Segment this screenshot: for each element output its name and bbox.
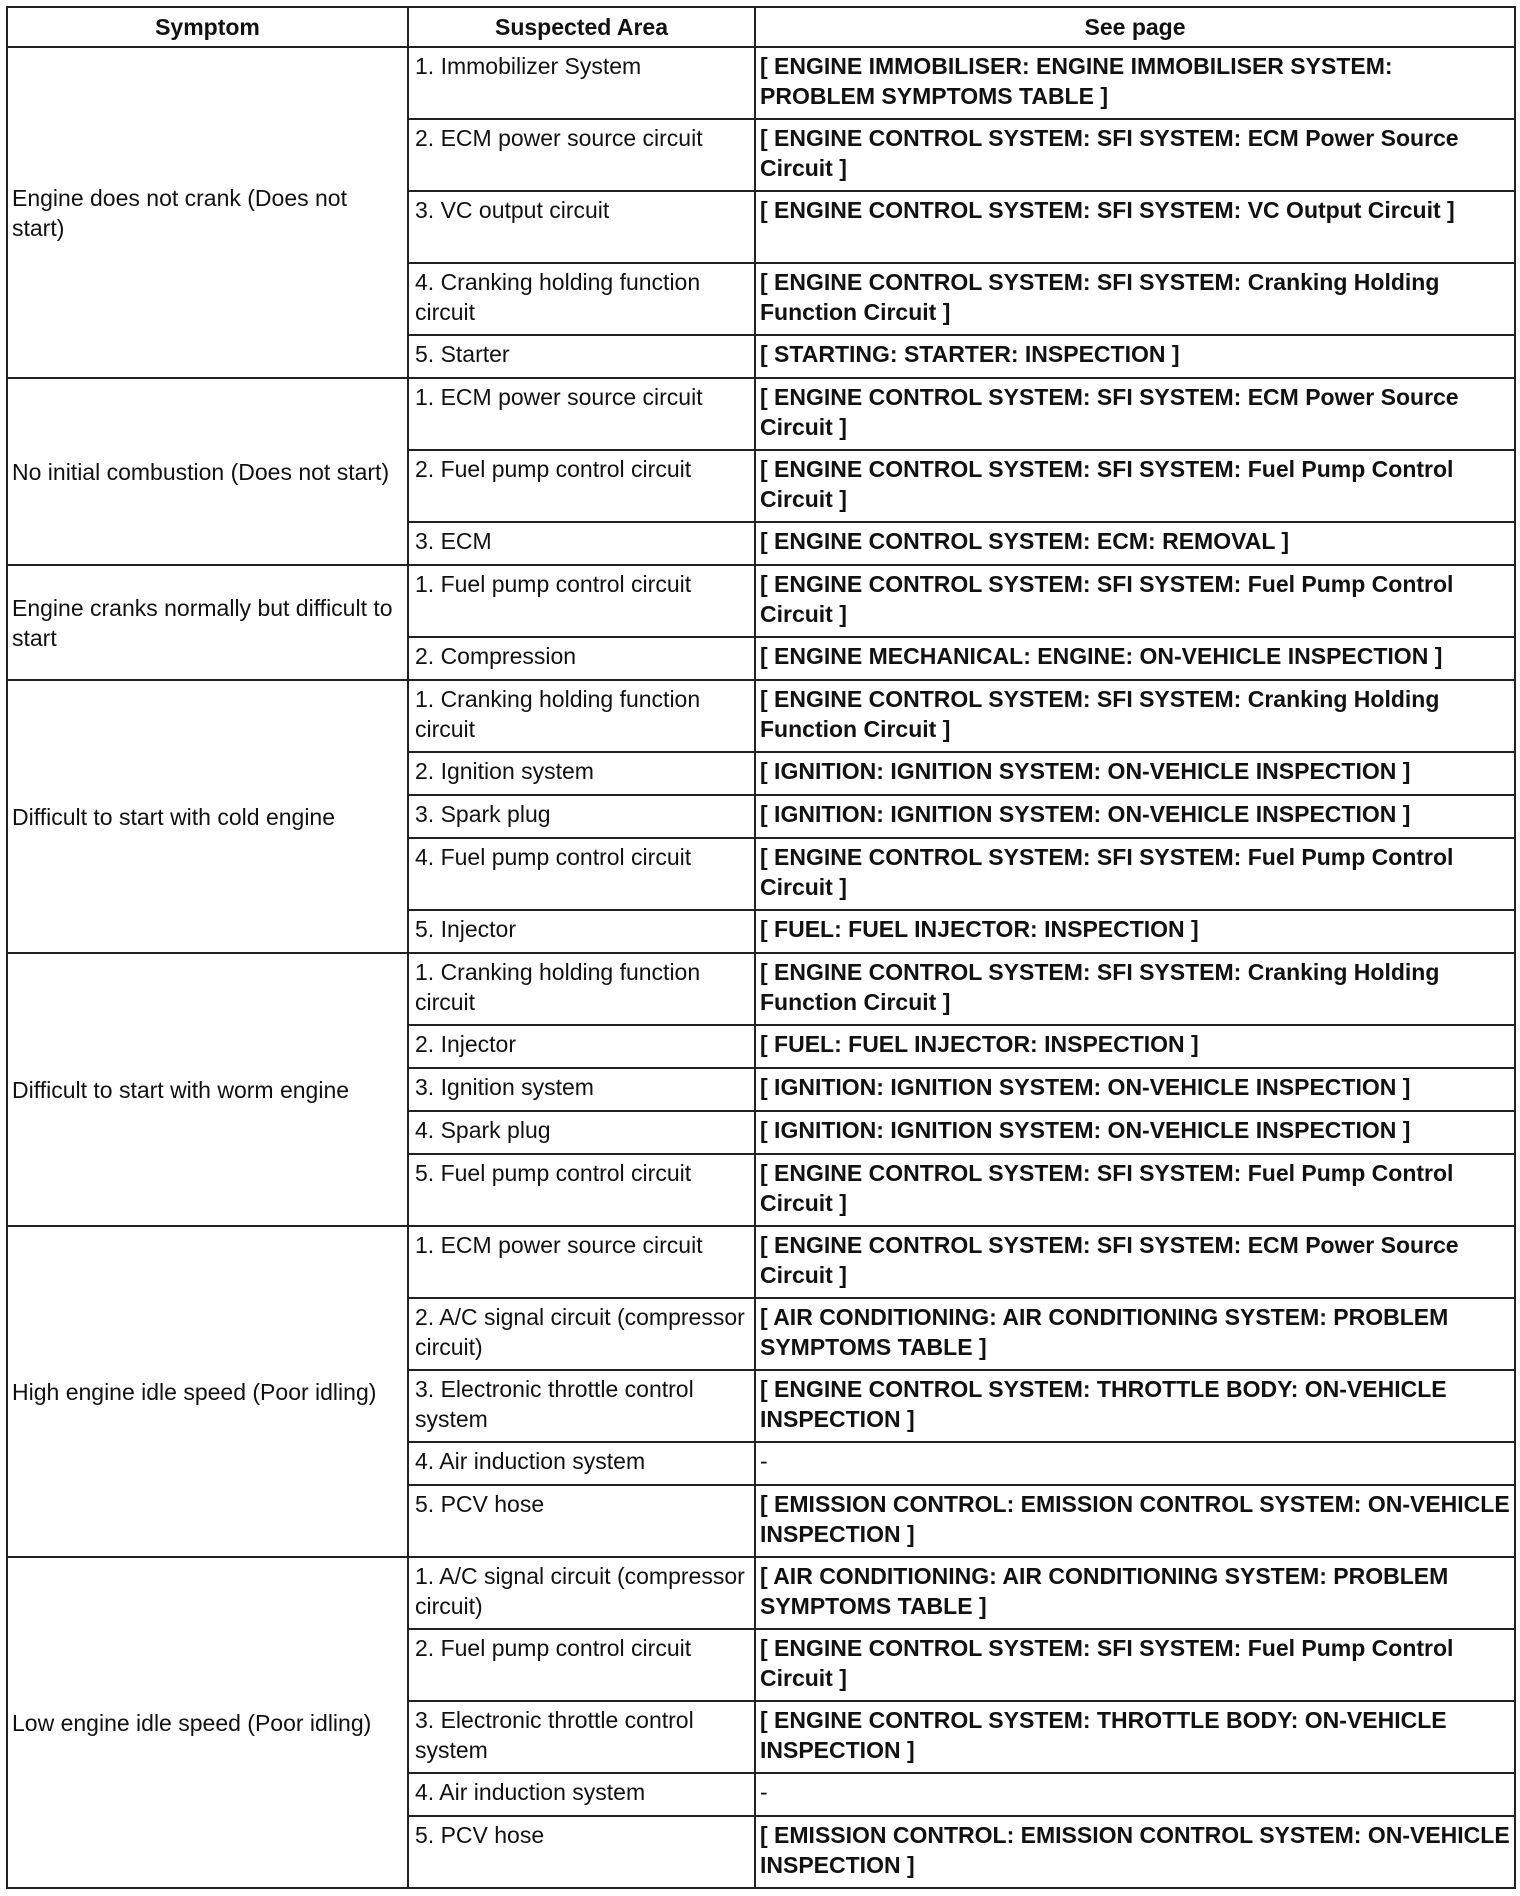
suspected-area-cell: 5. Starter bbox=[408, 335, 755, 378]
suspected-area-cell: 2. Ignition system bbox=[408, 752, 755, 795]
table-row bbox=[7, 1226, 1515, 1298]
suspected-area-cell: 1. Fuel pump control circuit bbox=[408, 565, 755, 637]
suspected-area-cell: 2. ECM power source circuit bbox=[408, 119, 755, 191]
suspected-area-cell: 3. ECM bbox=[408, 522, 755, 565]
see-page-cell: [ AIR CONDITIONING: AIR CONDITIONING SYSTEM: PROBLEM SYMPTOMS TABLE ] bbox=[755, 1298, 1515, 1370]
suspected-area-cell: 5. Injector bbox=[408, 910, 755, 953]
see-page-cell: [ ENGINE CONTROL SYSTEM: ECM: REMOVAL ] bbox=[755, 522, 1515, 565]
header-row bbox=[7, 7, 1515, 47]
suspected-area-cell: 3. Spark plug bbox=[408, 795, 755, 838]
see-page-cell: [ IGNITION: IGNITION SYSTEM: ON-VEHICLE INSPECTION ] bbox=[755, 752, 1515, 795]
see-page-cell: [ STARTING: STARTER: INSPECTION ] bbox=[755, 335, 1515, 378]
suspected-area-cell: 1. A/C signal circuit (compressor circuit) bbox=[408, 1557, 755, 1629]
suspected-area-cell: 3. VC output circuit bbox=[408, 191, 755, 263]
see-page-cell: [ ENGINE CONTROL SYSTEM: SFI SYSTEM: Cranking Holding Function Circuit ] bbox=[755, 680, 1515, 752]
header-suspected-area: Suspected Area bbox=[408, 7, 755, 47]
see-page-cell: [ FUEL: FUEL INJECTOR: INSPECTION ] bbox=[755, 1025, 1515, 1068]
see-page-cell: - bbox=[755, 1442, 1515, 1485]
suspected-area-cell: 1. Cranking holding function circuit bbox=[408, 680, 755, 752]
see-page-cell: [ ENGINE CONTROL SYSTEM: SFI SYSTEM: Fuel Pump Control Circuit ] bbox=[755, 1154, 1515, 1226]
symptom-cell: Difficult to start with worm engine bbox=[7, 953, 408, 1226]
see-page-cell: [ ENGINE CONTROL SYSTEM: SFI SYSTEM: Cranking Holding Function Circuit ] bbox=[755, 263, 1515, 335]
table-row bbox=[7, 953, 1515, 1025]
suspected-area-cell: 1. Cranking holding function circuit bbox=[408, 953, 755, 1025]
see-page-cell: [ FUEL: FUEL INJECTOR: INSPECTION ] bbox=[755, 910, 1515, 953]
suspected-area-cell: 4. Cranking holding function circuit bbox=[408, 263, 755, 335]
suspected-area-cell: 5. PCV hose bbox=[408, 1485, 755, 1557]
suspected-area-cell: 4. Air induction system bbox=[408, 1773, 755, 1816]
symptom-cell: Difficult to start with cold engine bbox=[7, 680, 408, 953]
suspected-area-cell: 3. Electronic throttle control system bbox=[408, 1370, 755, 1442]
see-page-cell: [ EMISSION CONTROL: EMISSION CONTROL SYSTEM: ON-VEHICLE INSPECTION ] bbox=[755, 1816, 1515, 1888]
symptom-cell: No initial combustion (Does not start) bbox=[7, 378, 408, 565]
suspected-area-cell: 2. Injector bbox=[408, 1025, 755, 1068]
see-page-cell: [ ENGINE CONTROL SYSTEM: SFI SYSTEM: VC Output Circuit ] bbox=[755, 191, 1515, 263]
suspected-area-cell: 1. Immobilizer System bbox=[408, 47, 755, 119]
see-page-cell: [ ENGINE CONTROL SYSTEM: SFI SYSTEM: Fuel Pump Control Circuit ] bbox=[755, 838, 1515, 910]
suspected-area-cell: 5. Fuel pump control circuit bbox=[408, 1154, 755, 1226]
symptom-cell: Engine cranks normally but difficult to start bbox=[7, 565, 408, 680]
see-page-cell: [ ENGINE CONTROL SYSTEM: SFI SYSTEM: Cranking Holding Function Circuit ] bbox=[755, 953, 1515, 1025]
suspected-area-cell: 2. A/C signal circuit (compressor circuit) bbox=[408, 1298, 755, 1370]
symptom-cell: Engine does not crank (Does not start) bbox=[7, 47, 408, 378]
see-page-cell: [ ENGINE CONTROL SYSTEM: SFI SYSTEM: Fuel Pump Control Circuit ] bbox=[755, 1629, 1515, 1701]
table-row bbox=[7, 565, 1515, 637]
suspected-area-cell: 3. Ignition system bbox=[408, 1068, 755, 1111]
see-page-cell: [ EMISSION CONTROL: EMISSION CONTROL SYSTEM: ON-VEHICLE INSPECTION ] bbox=[755, 1485, 1515, 1557]
see-page-cell: [ IGNITION: IGNITION SYSTEM: ON-VEHICLE INSPECTION ] bbox=[755, 1068, 1515, 1111]
table-row bbox=[7, 47, 1515, 119]
symptom-cell: Low engine idle speed (Poor idling) bbox=[7, 1557, 408, 1888]
table-row bbox=[7, 378, 1515, 450]
see-page-cell: [ ENGINE MECHANICAL: ENGINE: ON-VEHICLE INSPECTION ] bbox=[755, 637, 1515, 680]
suspected-area-cell: 4. Air induction system bbox=[408, 1442, 755, 1485]
table-body bbox=[7, 47, 1515, 1888]
problem-symptoms-table bbox=[6, 6, 1516, 1889]
suspected-area-cell: 3. Electronic throttle control system bbox=[408, 1701, 755, 1773]
header-symptom: Symptom bbox=[7, 7, 408, 47]
table-row bbox=[7, 680, 1515, 752]
suspected-area-cell: 2. Fuel pump control circuit bbox=[408, 450, 755, 522]
see-page-cell: [ ENGINE CONTROL SYSTEM: SFI SYSTEM: ECM Power Source Circuit ] bbox=[755, 378, 1515, 450]
suspected-area-cell: 1. ECM power source circuit bbox=[408, 1226, 755, 1298]
table-row bbox=[7, 1557, 1515, 1629]
see-page-cell: [ IGNITION: IGNITION SYSTEM: ON-VEHICLE INSPECTION ] bbox=[755, 795, 1515, 838]
header-see-page: See page bbox=[755, 7, 1515, 47]
suspected-area-cell: 2. Compression bbox=[408, 637, 755, 680]
see-page-cell: - bbox=[755, 1773, 1515, 1816]
see-page-cell: [ ENGINE CONTROL SYSTEM: THROTTLE BODY: ON-VEHICLE INSPECTION ] bbox=[755, 1701, 1515, 1773]
see-page-cell: [ ENGINE CONTROL SYSTEM: SFI SYSTEM: ECM Power Source Circuit ] bbox=[755, 119, 1515, 191]
see-page-cell: [ ENGINE CONTROL SYSTEM: SFI SYSTEM: Fuel Pump Control Circuit ] bbox=[755, 565, 1515, 637]
see-page-cell: [ AIR CONDITIONING: AIR CONDITIONING SYSTEM: PROBLEM SYMPTOMS TABLE ] bbox=[755, 1557, 1515, 1629]
suspected-area-cell: 4. Spark plug bbox=[408, 1111, 755, 1154]
see-page-cell: [ IGNITION: IGNITION SYSTEM: ON-VEHICLE INSPECTION ] bbox=[755, 1111, 1515, 1154]
see-page-cell: [ ENGINE CONTROL SYSTEM: THROTTLE BODY: ON-VEHICLE INSPECTION ] bbox=[755, 1370, 1515, 1442]
suspected-area-cell: 4. Fuel pump control circuit bbox=[408, 838, 755, 910]
see-page-cell: [ ENGINE CONTROL SYSTEM: SFI SYSTEM: ECM Power Source Circuit ] bbox=[755, 1226, 1515, 1298]
suspected-area-cell: 2. Fuel pump control circuit bbox=[408, 1629, 755, 1701]
table-header bbox=[7, 7, 1515, 47]
see-page-cell: [ ENGINE IMMOBILISER: ENGINE IMMOBILISER SYSTEM: PROBLEM SYMPTOMS TABLE ] bbox=[755, 47, 1515, 119]
suspected-area-cell: 1. ECM power source circuit bbox=[408, 378, 755, 450]
suspected-area-cell: 5. PCV hose bbox=[408, 1816, 755, 1888]
symptom-cell: High engine idle speed (Poor idling) bbox=[7, 1226, 408, 1557]
see-page-cell: [ ENGINE CONTROL SYSTEM: SFI SYSTEM: Fuel Pump Control Circuit ] bbox=[755, 450, 1515, 522]
